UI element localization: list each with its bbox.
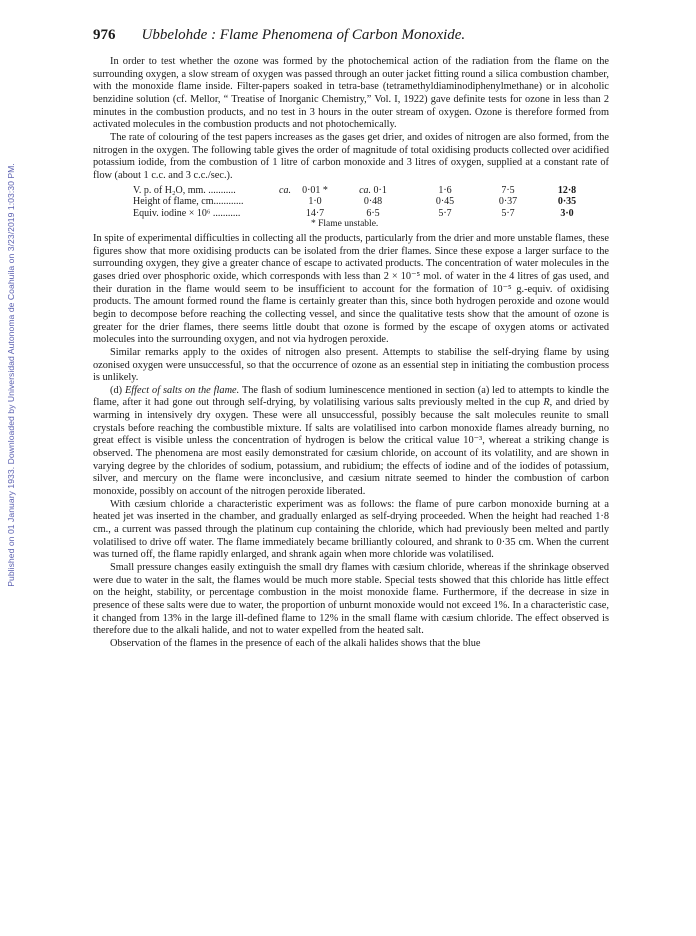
- table-cell: [335, 185, 411, 197]
- table-cell: 6·5: [366, 207, 380, 219]
- table-cell: 0·45: [435, 196, 455, 208]
- paragraph-effect-of-salts: [93, 385, 609, 499]
- table-row: [133, 196, 597, 208]
- paragraph-text: , and dried by warming in intensively dry oxygen. These were all unsuccessful, possibly because the salt molecules reunite to small crystals before reaching the combustible mixture. If salts are volatilised into carbon monoxide flames already burning, no great effect is visible unless the concentration of hydrogen is below the critical value 10⁻³, whereat a striking change is observed. The phenomena are most easily demonstrated for cæsium chloride, on account of its volatility, and are shown in varying degree by the chlorides of sodium, potassium, and rubidium; the effects of iodine and of the iodides of potassium, silver, and mercury on the flame were inconclusive, and cæsium nitrate seemed to hinder the combustion of carbon monoxide, possibly on account of the nitrogen peroxide liberated.: [93, 397, 609, 498]
- table-cell: 1·0: [308, 196, 322, 208]
- article-body: [93, 56, 609, 651]
- paragraph-pressure-changes: Small pressure changes easily extinguish the small dry flames with cæsium chloride, whereas if the shrinkage observed were due to water in the salt, the flames would be much more stable. Special tests showed that this chloride has little effect on the height, stability, or percentage combustion in the moist monoxide flame. Furthermore, if the decrease in size in presence of these salts were due to water, the proportion of unburnt monoxide would not exceed 1%. In a characteristic case, it changed from 13% in the large ill-defined flame to 12% in the small flame with cæsium chloride. The effect observed is therefore due to the alkali halide, and not to water expelled from the heated salt.: [93, 562, 609, 637]
- table-cell: 0·35: [557, 196, 577, 208]
- cup-symbol: R: [543, 397, 550, 409]
- table-cell: 0·01 *: [302, 184, 328, 196]
- table-row: [133, 208, 597, 220]
- paragraph-ozone-test: In order to test whether the ozone was formed by the photochemical action of the radiation from the flame on the surrounding oxygen, a slow stream of oxygen was passed through an outer jacket fitting round a silica combustion chamber, with the monoxide flame inside. Filter-papers soaked in tetra-base (tetramethyldiaminodiphenylmethane) or in alcoholic benzidine solution (cf. Mellor, “ Treatise of Inorganic Chemistry,” Vol. I, 1922) gave definite tests for ozone in less than 2 minutes in the combustion products, and no test in 3 hours in the outer stream of oxygen. Ozone is therefore formed from activated molecules in the combustion products and not photochemically.: [93, 56, 609, 131]
- running-title: Ubbelohde : Flame Phenomena of Carbon Monoxide.: [141, 27, 466, 43]
- table-cell-value: 0·1: [373, 184, 387, 196]
- side-note-text: Published on 01 January 1933. Downloaded by Universidad Autonoma de Coahuila on 3/23/2019 1:03:30 PM.: [6, 163, 16, 587]
- table-row: [133, 185, 597, 197]
- paragraph-rate-of-colouring: The rate of colouring of the test papers increases as the gases get drier, and oxides of nitrogen are also formed, from the nitrogen in the oxygen. The following table gives the order of magnitude of total oxidising products collected over acidified potassium iodide, from the combustion of 1 litre of carbon monoxide and 3 litres of oxygen, supplied at a constant rate of flow (about 1 c.c. and 3 c.c./sec.).: [93, 131, 609, 181]
- ca-marker: ca.: [279, 184, 291, 196]
- row-label: Equiv. iodine × 10⁶ ...........: [133, 207, 241, 219]
- section-marker: (d): [110, 384, 125, 396]
- table-cell: 5·7: [501, 207, 515, 219]
- table-cell: 12·8: [557, 184, 577, 196]
- table-cell: 7·5: [501, 184, 515, 196]
- table-cell: 14·7: [305, 207, 325, 219]
- page-number: 976: [93, 27, 116, 43]
- table-cell: 0·37: [498, 196, 518, 208]
- paragraph-nitrogen-oxides: Similar remarks apply to the oxides of nitrogen also present. Attempts to stabilise the self-drying flame by using ozonised oxygen were unsuccessful, so that the occurrence of ozone as an essential step in initiating the combustion process is unlikely.: [93, 346, 609, 384]
- publication-side-note: [4, 140, 18, 610]
- table-footnote: * Flame unstable.: [311, 219, 379, 230]
- page-header: [93, 26, 613, 48]
- paragraph-experimental-difficulties: In spite of experimental difficulties in collecting all the products, particularly from the drier and more unstable flames, these figures show that more oxidising products can be isolated from the drier flames. Since these expose a larger surface to the surrounding oxygen, they give a greater chance of escape to activated products. The concentration of water molecules in the gases dried over phosphoric oxide, which corresponds with less than 2 × 10⁻⁵ mol. of water in the 4 litres of gas used, and their duration in the flame would seem to be insufficient to account for the formation of 10⁻⁵ g.-equiv. of oxidising products. The amount formed round the flame is certainly greater than this, since both hydrogen peroxide and ozone would begin to decompose before reaching the collecting vessel, and since the qualitative tests show that the amount of ozone is greater for the drier flames, there seems little doubt that ozone is formed by the escape of oxygen atoms or activated molecules into the surrounding oxygen, and not via hydrogen peroxide.: [93, 232, 609, 346]
- table-cell: 5·7: [438, 207, 452, 219]
- row-label: Height of flame, cm............: [133, 196, 244, 208]
- paragraph-text: The flash of sodium luminescence mentioned in section (a) led to attempts to kindle the flame, after it had gone out through self-drying, by volatilising various salts previously melted in the cup: [93, 384, 609, 409]
- table-cell: 0·48: [363, 196, 383, 208]
- paragraph-alkali-halides: Observation of the flames in the presence of each of the alkali halides shows that the blue: [110, 637, 481, 649]
- row-label: V. p. of H₂O, mm. ...........: [133, 184, 236, 196]
- section-title: Effect of salts on the flame.: [124, 384, 240, 396]
- table-cell: 3·0: [560, 207, 574, 219]
- ca-marker: ca.: [359, 184, 372, 196]
- oxidising-products-table: [93, 185, 609, 231]
- table-cell: 1·6: [438, 184, 452, 196]
- paragraph-caesium-experiment: With cæsium chloride a characteristic experiment was as follows: the flame of pure carbon monoxide burning at a heated jet was inserted in the chamber, and gradually enlarged as self-drying proceeded. When the height had reached 1·8 cm., a current was passed through the platinum cup containing the chloride, which had previously been melted and partly volatilised to drive off water. The flame immediately became brilliantly coloured, and shrank to 0·35 cm. When the current was turned off, the flame rapidly enlarged, and shrank again when more chloride was volatilised.: [93, 498, 609, 561]
